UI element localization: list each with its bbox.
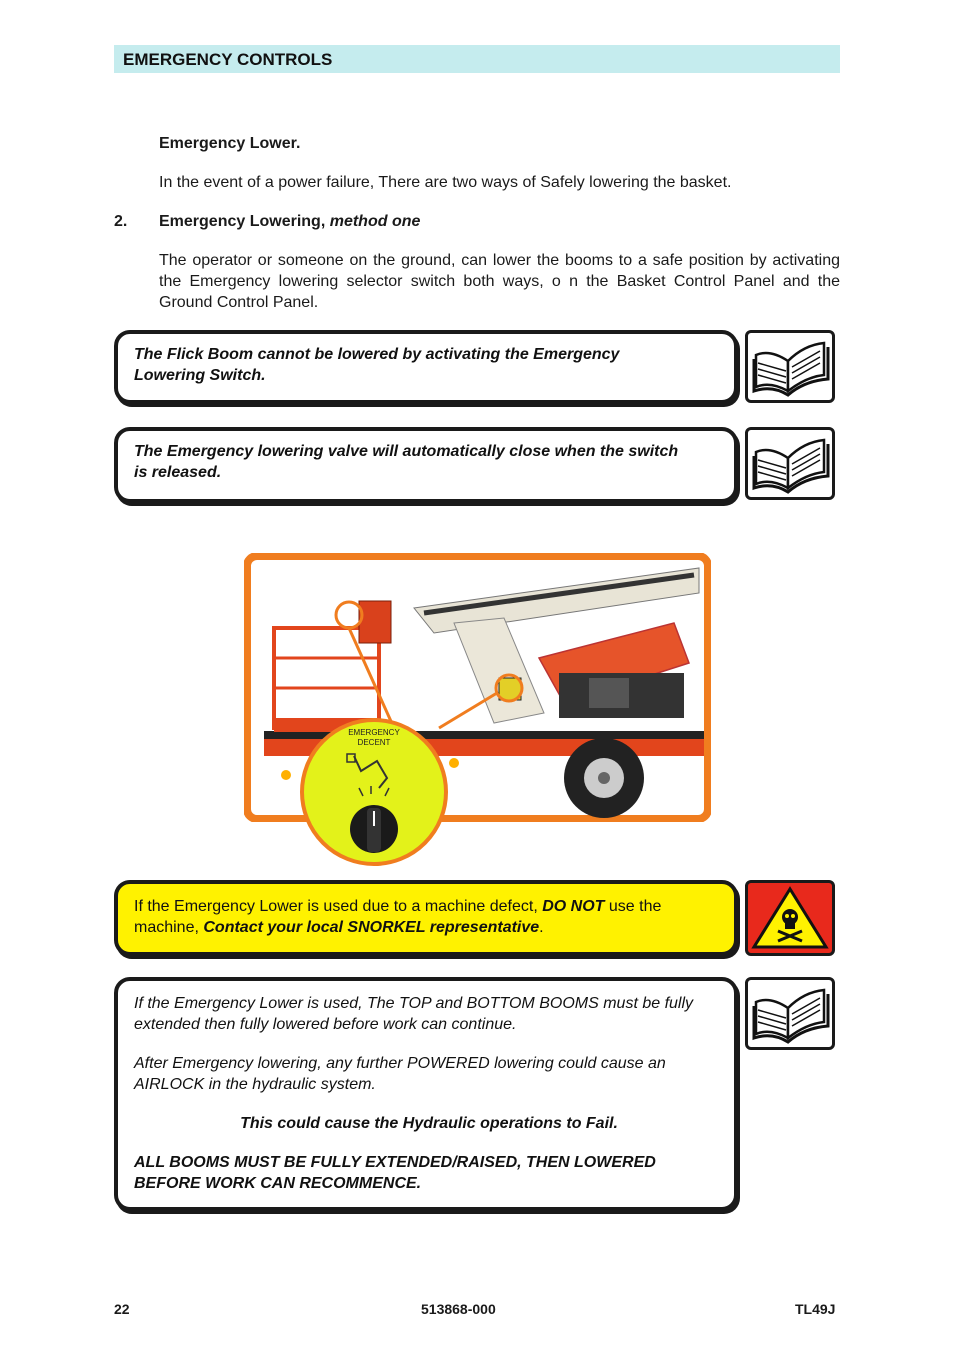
warning-text-part1: If the Emergency Lower is used due to a machine defect,: [134, 898, 543, 915]
emergency-switch-closeup: [299, 716, 449, 868]
switch-label-line2: DECENT: [357, 738, 391, 747]
note-text: The Flick Boom cannot be lowered by activating the Emergency Lowering Switch.: [134, 346, 620, 384]
method-number: 2.: [114, 213, 128, 230]
final-note-box: [114, 977, 738, 1211]
warning-do-not: DO NOT: [542, 898, 605, 915]
warning-box: [114, 880, 738, 956]
method-paragraph: The operator or someone on the ground, can lower the booms to a safe position by activating the Emergency lowering selector switch both ways, o n the Basket Control Panel and the Ground Control Panel.: [159, 252, 840, 311]
manual-book-icon: [745, 977, 835, 1050]
note-box: [114, 427, 738, 503]
method-heading: [159, 211, 420, 232]
warning-text: [134, 896, 724, 938]
intro-heading: Emergency Lower.: [159, 135, 301, 152]
switch-label-line1: EMERGENCY: [348, 728, 400, 737]
model-number: TL49J: [795, 1301, 836, 1317]
final-note-paragraph: After Emergency lowering, any further POWERED lowering could cause an AIRLOCK in the hydraulic system.: [134, 1055, 666, 1093]
manual-book-icon: [745, 427, 835, 500]
warning-contact: Contact your local SNORKEL representative: [203, 919, 540, 936]
page-number: 22: [114, 1301, 130, 1317]
final-note-content: [134, 993, 724, 1194]
intro-text: In the event of a power failure, There are two ways of Safely lowering the basket.: [159, 174, 732, 191]
final-note-instruction: ALL BOOMS MUST BE FULLY EXTENDED/RAISED, THEN LOWERED BEFORE WORK CAN RECOMMENCE.: [134, 1154, 656, 1192]
note-box: [114, 330, 738, 404]
method-subtitle: method one: [329, 213, 421, 230]
section-title: EMERGENCY CONTROLS: [123, 50, 333, 69]
document-number: 513868-000: [421, 1301, 496, 1317]
final-note-paragraph: If the Emergency Lower is used, The TOP and BOTTOM BOOMS must be fully extended then fully lowered before work can continue.: [134, 995, 694, 1033]
warning-text-part3: use the machine,: [134, 898, 662, 936]
skull-crossbones-icon: [745, 880, 835, 956]
warning-text-period: .: [539, 919, 544, 936]
manual-book-icon: [745, 330, 835, 403]
final-note-emphasis: This could cause the Hydraulic operations to Fail.: [240, 1115, 618, 1132]
method-title: Emergency Lowering,: [159, 213, 326, 230]
switch-label: [299, 728, 449, 748]
note-text: The Emergency lowering valve will automatically close when the switch is released.: [134, 443, 679, 481]
